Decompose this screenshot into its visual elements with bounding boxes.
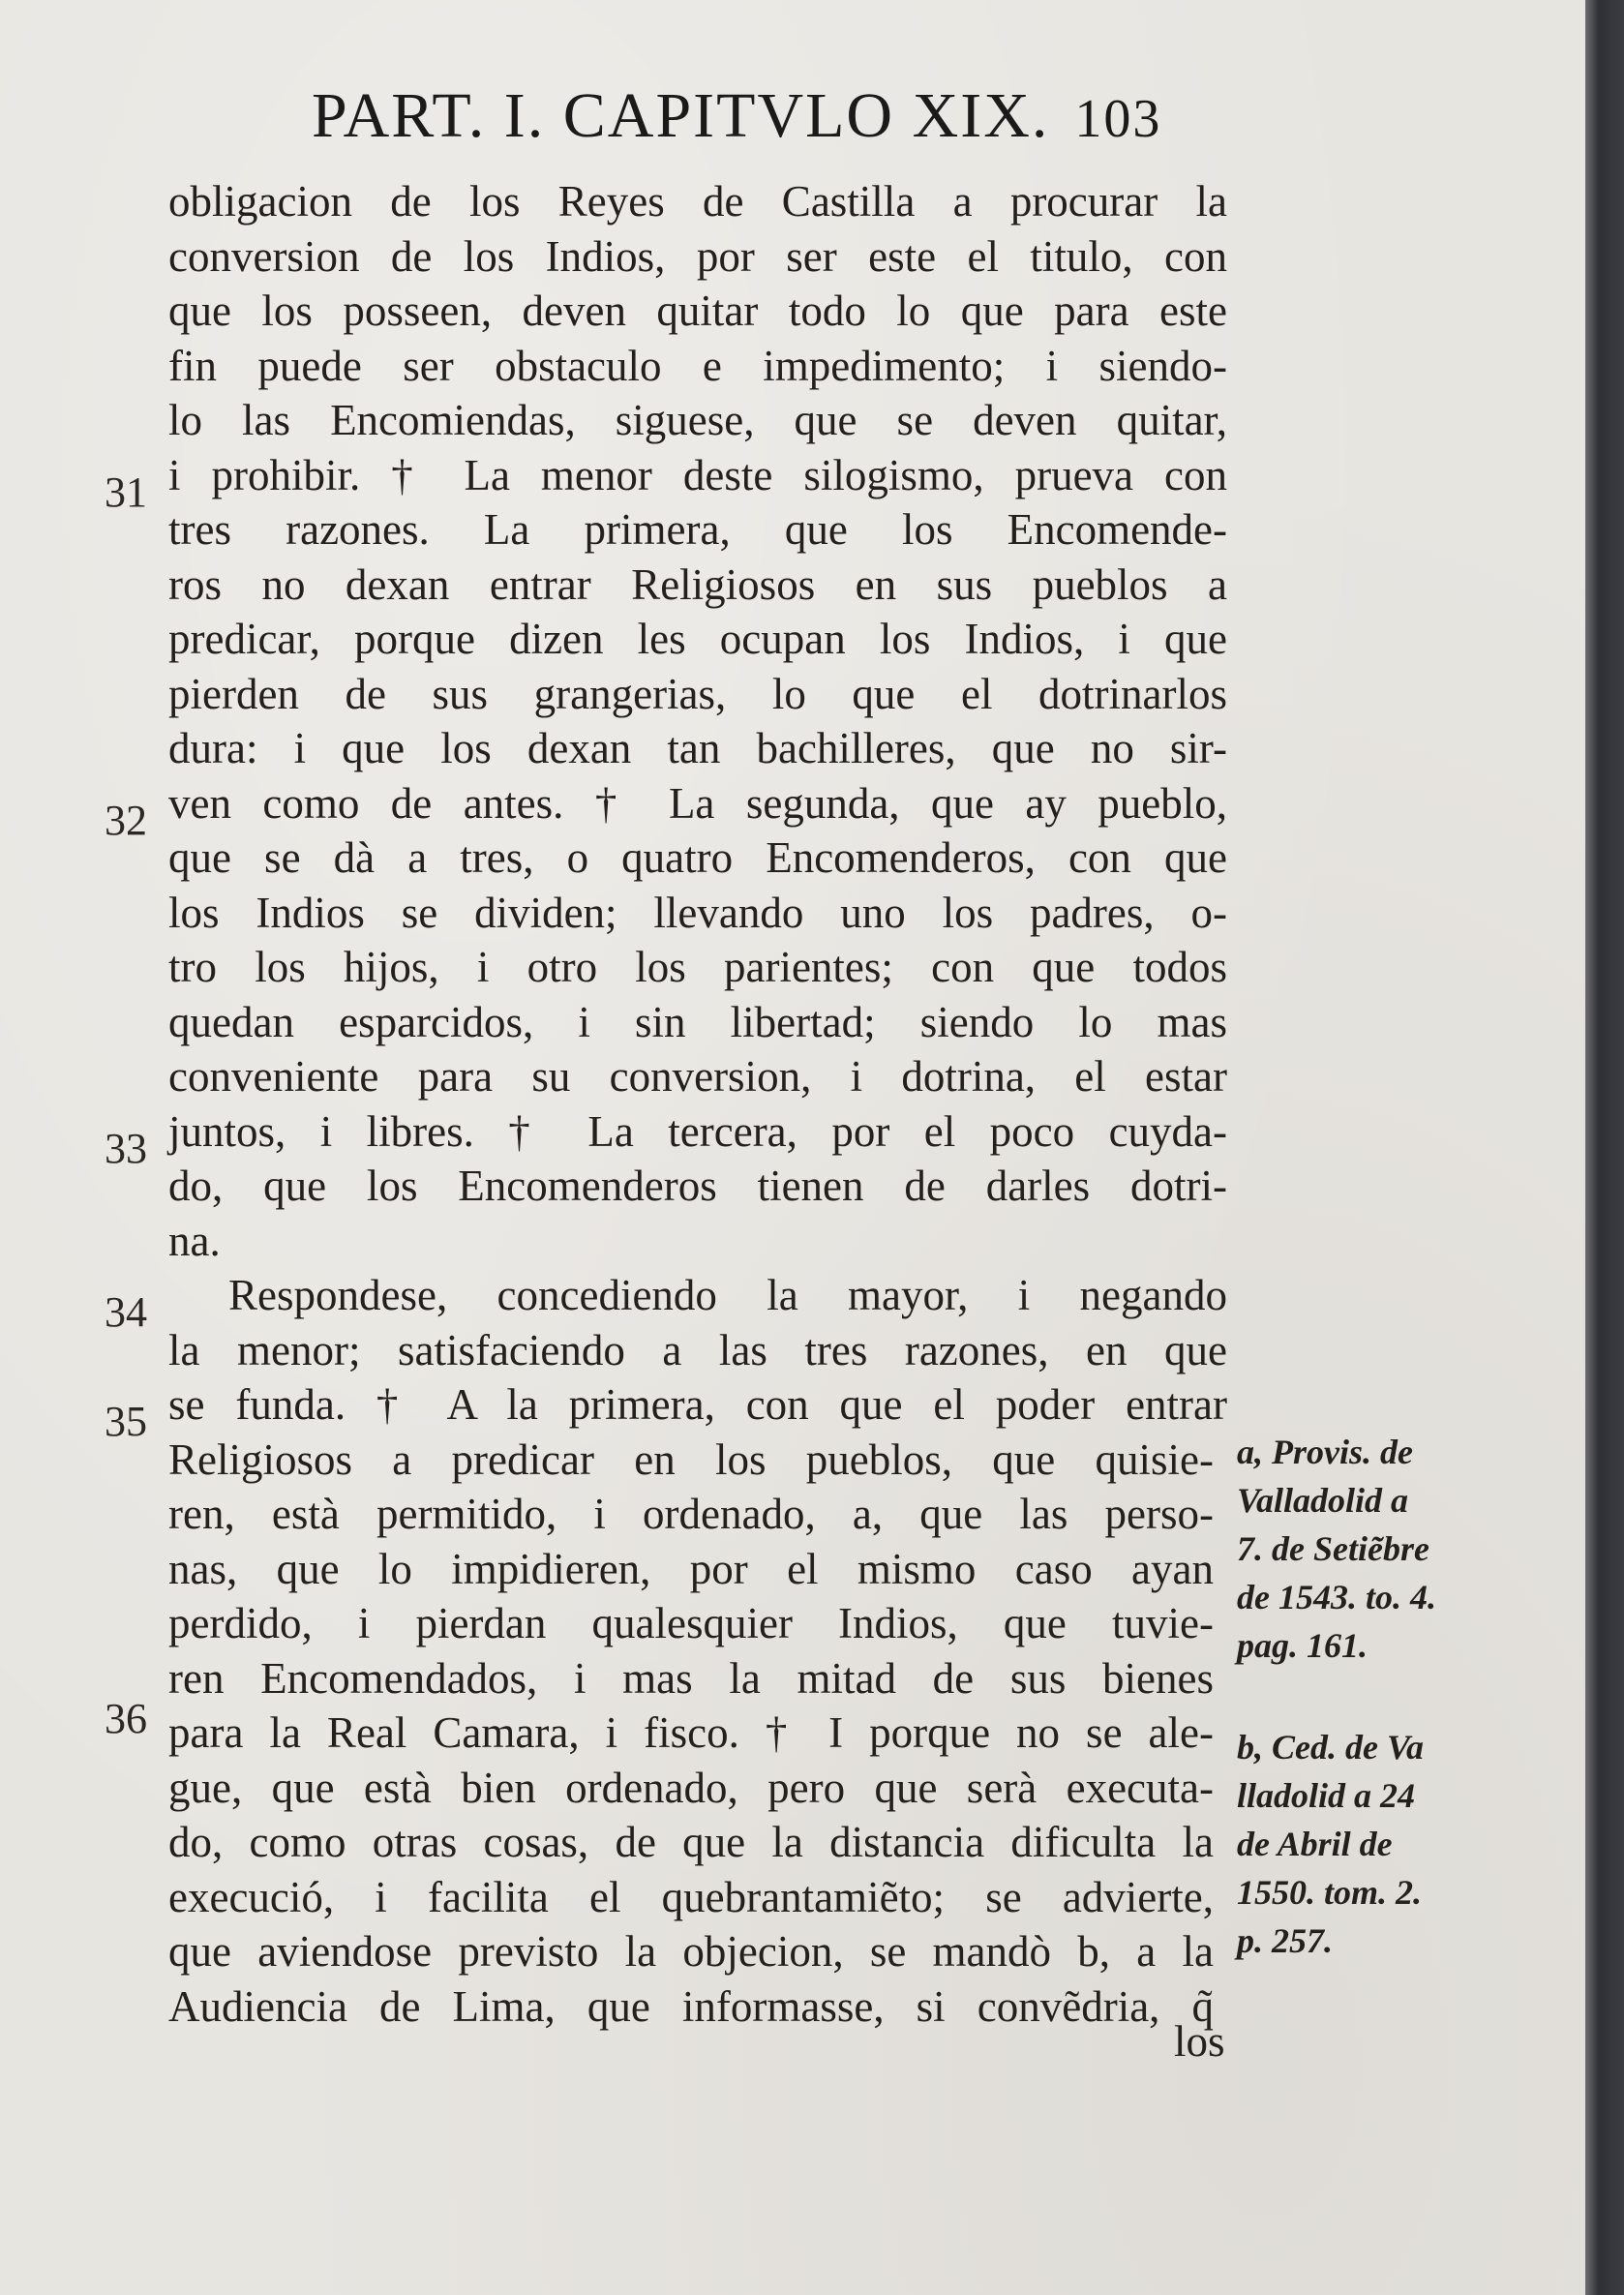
- body-line: que se dà a tres, o quatro Encomenderos, con que: [168, 833, 1227, 882]
- marginal-note-line: 1550. tom. 2.: [1237, 1873, 1423, 1912]
- body-line: tres razones. La primera, que los Encomende-: [168, 505, 1227, 554]
- body-line: lo las Encomiendas, siguese, que se deven quitar,: [168, 396, 1227, 444]
- body-line: que los posseen, deven quitar todo lo que para este: [168, 287, 1227, 335]
- body-line: i prohibir. † La menor deste silogismo, prueva con: [168, 450, 1227, 499]
- body-line: execució, i facilita el quebrantamiẽto; se advierte,: [168, 1872, 1214, 1921]
- marginal-note-line: a, Provis. de: [1237, 1433, 1413, 1471]
- paragraph-number: 32: [105, 797, 147, 844]
- body-line: do, que los Encomenderos tienen de darles dotri-: [168, 1162, 1227, 1210]
- marginal-note-line: Valladolid a: [1237, 1481, 1409, 1520]
- paragraph-number: 35: [105, 1398, 147, 1445]
- body-line: nas, que lo impidieren, por el mismo caso ayan: [168, 1544, 1214, 1593]
- marginal-note-line: pag. 161.: [1237, 1626, 1368, 1665]
- body-line: ros no dexan entrar Religiosos en sus pueblos a: [168, 559, 1227, 609]
- body-line: obligacion de los Reyes de Castilla a procurar la: [168, 177, 1227, 226]
- body-line: Respondese, concediendo la mayor, i negando: [228, 1271, 1227, 1319]
- body-line: do, como otras cosas, de que la distancia dificulta la: [168, 1818, 1214, 1866]
- body-line: Religiosos a predicar en los pueblos, que quisie-: [168, 1434, 1214, 1484]
- page-edge-shadow: [1585, 0, 1624, 2295]
- body-line: conveniente para su conversion, i dotrina, el estar: [168, 1052, 1227, 1101]
- body-line: ren Encomendados, i mas la mitad de sus bienes: [168, 1653, 1214, 1703]
- paragraph-number: 33: [105, 1125, 147, 1172]
- body-text: [168, 174, 1227, 2034]
- body-line: que aviendose previsto la objecion, se mandò b, a la: [168, 1927, 1214, 1976]
- paragraph-number: 31: [105, 468, 147, 516]
- body-line: tro los hijos, i otro los parientes; con que todos: [168, 943, 1227, 991]
- marginal-note-line: lladolid a 24: [1237, 1776, 1416, 1815]
- marginal-note-a: [1237, 1428, 1489, 1670]
- paragraph-number: 36: [105, 1695, 147, 1742]
- body-line: ren, està permitido, i ordenado, a, que las perso-: [168, 1490, 1214, 1538]
- body-line: perdido, i pierdan qualesquier Indios, que tuvie-: [168, 1599, 1214, 1647]
- body-line: ven como de antes. † La segunda, que ay pueblo,: [168, 778, 1227, 828]
- catchword: los: [1174, 2017, 1225, 2066]
- body-line: quedan esparcidos, i sin libertad; siendo lo mas: [168, 997, 1227, 1046]
- marginal-note-b: [1237, 1723, 1489, 1965]
- body-line: na.: [168, 1216, 221, 1265]
- marginal-note-line: b, Ced. de Va: [1237, 1728, 1424, 1767]
- marginal-note-line: de 1543. to. 4.: [1237, 1578, 1436, 1616]
- marginal-note-line: p. 257.: [1237, 1921, 1333, 1960]
- body-line: conversion de los Indios, por ser este el titulo, con: [168, 231, 1227, 281]
- marginal-note-line: 7. de Setiẽbre: [1237, 1529, 1429, 1568]
- body-line: juntos, i libres. † La tercera, por el poco cuyda-: [168, 1106, 1227, 1156]
- body-line: gue, que està bien ordenado, pero que serà executa-: [168, 1763, 1214, 1812]
- body-line: Audiencia de Lima, que informasse, si convẽdria, q̃: [168, 1981, 1214, 2031]
- body-line: pierden de sus grangerias, lo que el dotrinarlos: [168, 669, 1227, 718]
- body-line: la menor; satisfaciendo a las tres razones, en que: [168, 1325, 1227, 1374]
- running-title: PART. I. CAPITVLO XIX.: [312, 80, 1050, 151]
- page-number: 103: [1074, 89, 1162, 149]
- marginal-note-line: de Abril de: [1237, 1825, 1393, 1863]
- running-header: [312, 79, 1161, 153]
- body-line: dura: i que los dexan tan bachilleres, que no sir-: [168, 724, 1227, 772]
- body-line: fin puede ser obstaculo e impedimento; i siendo-: [168, 341, 1227, 390]
- paragraph-number: 34: [105, 1288, 147, 1336]
- body-line: los Indios se dividen; llevando uno los padres, o-: [168, 888, 1227, 937]
- body-line: para la Real Camara, i fisco. † I porque no se ale-: [168, 1708, 1214, 1757]
- body-line: se funda. † A la primera, con que el poder entrar: [168, 1380, 1227, 1429]
- body-line: predicar, porque dizen les ocupan los Indios, i que: [168, 615, 1227, 663]
